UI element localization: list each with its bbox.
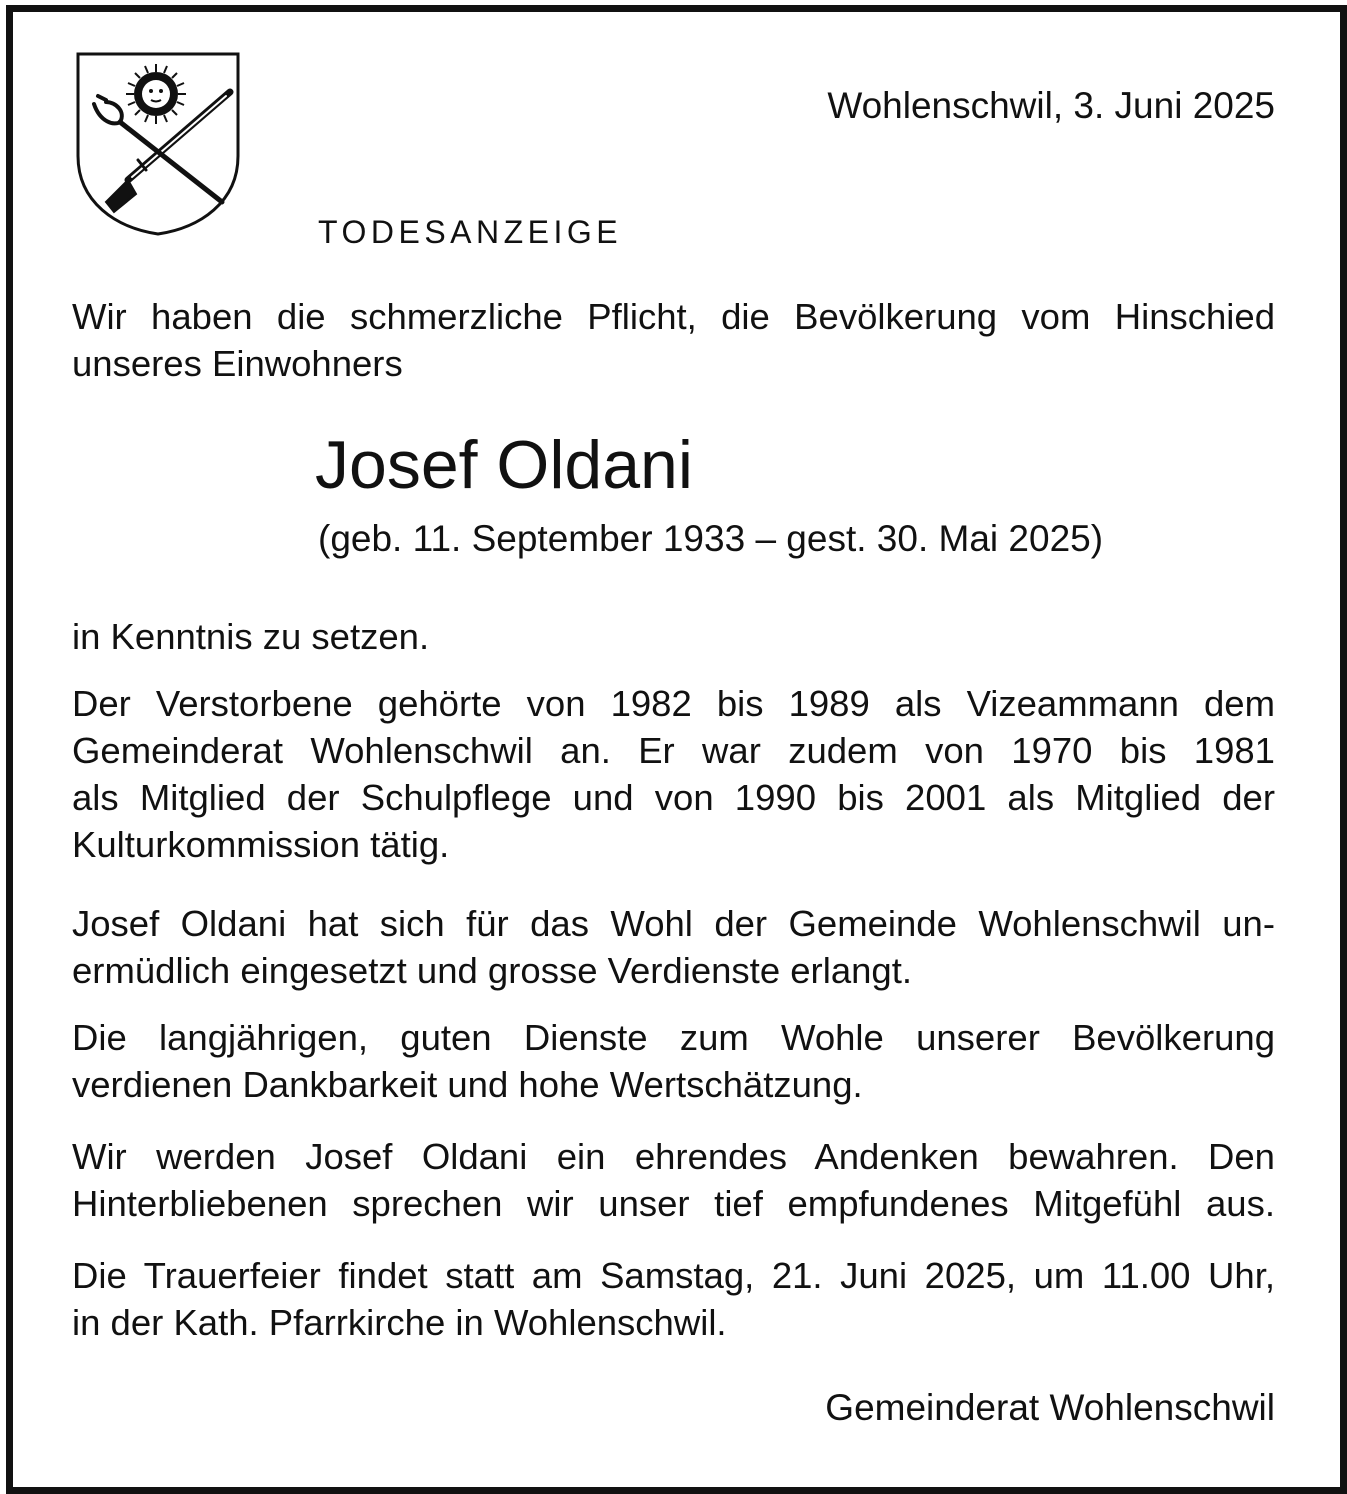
- paragraph-line: verdienen Dankbarkeit und hohe Wertschätzung.: [72, 1064, 863, 1105]
- paragraph-6: [72, 1252, 1275, 1346]
- announcement-heading: TODESANZEIGE: [318, 214, 623, 250]
- paragraph-line: Josef Oldani hat sich für das Wohl der Gemeinde Wohlenschwil un-: [72, 903, 1275, 944]
- deceased-name: Josef Oldani: [315, 427, 693, 503]
- paragraph-line: ermüdlich eingesetzt und grosse Verdienste erlangt.: [72, 950, 912, 991]
- signature: Gemeinderat Wohlenschwil: [825, 1387, 1275, 1428]
- intro-line: Wir haben die schmerzliche Pflicht, die Bevölkerung vom Hinschied: [72, 296, 1275, 337]
- paragraph-4: [72, 1014, 1275, 1108]
- paragraph-line: Wir werden Josef Oldani ein ehrendes Andenken bewahren. Den: [72, 1136, 1275, 1177]
- dateline: Wohlenschwil, 3. Juni 2025: [827, 85, 1275, 126]
- coat-of-arms-icon: [76, 52, 240, 236]
- paragraph-line: in der Kath. Pfarrkirche in Wohlenschwil.: [72, 1302, 727, 1343]
- intro-paragraph: [72, 293, 1275, 387]
- paragraph-line: Die langjährigen, guten Dienste zum Wohle unserer Bevölkerung: [72, 1017, 1275, 1058]
- paragraph-line: Die Trauerfeier findet statt am Samstag, 21. Juni 2025, um 11.00 Uhr,: [72, 1255, 1275, 1296]
- paragraph-5: [72, 1133, 1275, 1227]
- paragraph-line: Kulturkommission tätig.: [72, 824, 450, 865]
- paragraph-3: [72, 900, 1275, 994]
- paragraph-line: als Mitglied der Schulpflege und von 1990 bis 2001 als Mitglied der: [72, 777, 1275, 818]
- paragraph-line: Gemeinderat Wohlenschwil an. Er war zudem von 1970 bis 1981: [72, 730, 1275, 771]
- paragraph-line: Der Verstorbene gehörte von 1982 bis 1989 als Vizeammann dem: [72, 683, 1275, 724]
- paragraph-2: [72, 680, 1275, 868]
- deceased-dates: (geb. 11. September 1933 – gest. 30. Mai 2025): [318, 518, 1104, 559]
- paragraph-1: [72, 613, 1275, 660]
- paragraph-line: in Kenntnis zu setzen.: [72, 616, 430, 657]
- intro-line: unseres Einwohners: [72, 343, 403, 384]
- paragraph-line: Hinterbliebenen sprechen wir unser tief empfundenes Mitgefühl aus.: [72, 1183, 1275, 1224]
